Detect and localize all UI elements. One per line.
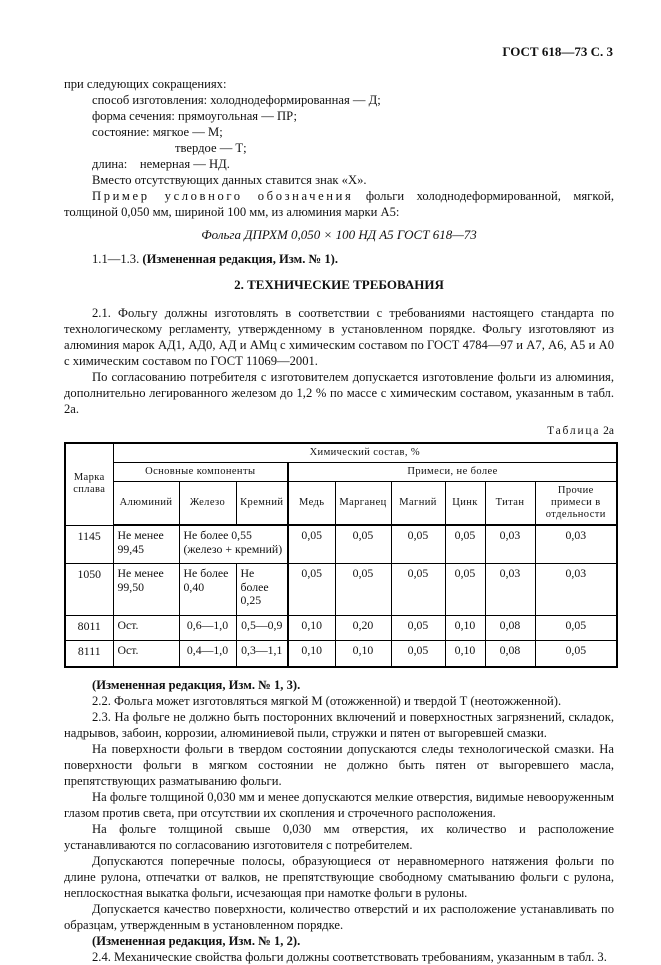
designation-example: Фольга ДПРХМ 0,050 × 100 НД А5 ГОСТ 618—73: [201, 227, 477, 242]
table-cell: 0,05: [535, 641, 617, 667]
table-2a-label: [64, 423, 614, 439]
column-header-mark: Марка сплава: [65, 443, 113, 525]
table-row: [65, 641, 617, 667]
column-header-manganese: Марганец: [335, 482, 391, 526]
paragraph-2-4: 2.4. Механические свойства фольги должны соответствовать требованиям, указанным в табл. 3.: [92, 949, 607, 964]
table-cell: Не более 0,25: [236, 564, 288, 616]
table-cell: 0,5—0,9: [236, 615, 288, 641]
table-label-word: Таблица: [547, 425, 601, 437]
abbreviations-lead: при следующих сокращениях:: [64, 77, 227, 91]
table-cell: 0,05: [391, 564, 445, 616]
table-cell: 0,05: [445, 525, 485, 564]
table-cell: 0,10: [288, 641, 335, 667]
column-header-iron: Железо: [179, 482, 236, 526]
amendment-note-12: (Измененная редакция, Изм. № 1, 2).: [92, 933, 301, 948]
example-text: фольги холоднодеформированной, мягкой, толщиной 0,050 мм, шириной 100 мм, из алюминия марки А5:: [64, 189, 614, 219]
amendment-note-13: (Измененная редакция, Изм. № 1, 3).: [92, 677, 301, 692]
x-note: Вместо отсутствующих данных ставится знак «Х».: [92, 173, 367, 187]
table-cell: 0,05: [391, 641, 445, 667]
table-cell: Не более 0,55 (железо + кремний): [179, 525, 288, 564]
abbreviation-item: форма сечения: прямоугольная — ПР;: [92, 109, 298, 123]
table-cell: 0,6—1,0: [179, 615, 236, 641]
column-header-silicon: Кремний: [236, 482, 288, 526]
table-cell: 8111: [65, 641, 113, 667]
amendment-ref: 1.1—1.3.: [92, 252, 143, 266]
table-cell: 0,05: [288, 525, 335, 564]
abbreviation-item: способ изготовления: холоднодеформированная — Д;: [92, 93, 381, 107]
column-header-zinc: Цинк: [445, 482, 485, 526]
paragraph-2-3: 2.3. На фольге не должно быть посторонних включений и поверхностных загрязнений, складок, надрывов, забоин, коррозии, алюминиевой пыли, стружки и пятен от выгоревшей смазки.: [64, 709, 614, 740]
table-cell: 0,10: [335, 641, 391, 667]
table-cell: Ост.: [113, 615, 179, 641]
column-header-titanium: Титан: [485, 482, 535, 526]
table-cell: 0,08: [485, 615, 535, 641]
table-label-num: 2а: [600, 425, 614, 437]
column-header-other-impurities: Прочие примеси в отдельности: [535, 482, 617, 526]
table-row: [65, 564, 617, 616]
table-cell: Не более 0,40: [179, 564, 236, 616]
table-cell: 0,4—1,0: [179, 641, 236, 667]
table-cell: 0,08: [485, 641, 535, 667]
page-header: ГОСТ 618—73 С. 3: [502, 44, 613, 59]
table-cell: 0,05: [335, 525, 391, 564]
amendment-bold: (Измененная редакция, Изм. № 1).: [142, 252, 339, 266]
paragraph-2-3d: На фольге толщиной свыше 0,030 мм отверстия, их количество и расположение устанавливаются по согласованию изготовителя с потребителем.: [64, 821, 614, 852]
paragraph-2-1b: По согласованию потребителя с изготовителем допускается изготовление фольги из алюминия, дополнительно легированного железом до 1,2 % по массе с химическим составом, указанным в табл. 2а.: [64, 370, 614, 416]
table-cell: 0,3—1,1: [236, 641, 288, 667]
table-2a-body: [65, 525, 617, 667]
table-cell: 0,05: [335, 564, 391, 616]
table-cell: Не менее 99,45: [113, 525, 179, 564]
example-paragraph: [64, 188, 614, 220]
column-header-magnesium: Магний: [391, 482, 445, 526]
group-header-impurities: Примеси, не более: [288, 463, 617, 482]
table-cell: 0,03: [485, 525, 535, 564]
paragraph-2-2: 2.2. Фольга может изготовляться мягкой М (отожженной) и твердой Т (неотожженной).: [92, 693, 562, 708]
paragraph-2-3f: Допускается качество поверхности, количество отверстий и их расположение устанавливать по образцам, утвержденным в установленном порядке.: [64, 901, 614, 932]
table-cell: 0,05: [391, 525, 445, 564]
table-2a-head: [65, 443, 617, 525]
example-label: Пример условного обозначения: [92, 189, 354, 203]
table-cell: 0,03: [535, 564, 617, 616]
table-cell: 0,20: [335, 615, 391, 641]
table-cell: 1145: [65, 525, 113, 564]
table-cell: 0,05: [288, 564, 335, 616]
abbreviation-list: [64, 92, 614, 172]
table-cell: 1050: [65, 564, 113, 616]
table-cell: 0,03: [535, 525, 617, 564]
table-cell: 8011: [65, 615, 113, 641]
table-cell: 0,10: [445, 641, 485, 667]
table-cell: Ост.: [113, 641, 179, 667]
paragraph-2-3b: На поверхности фольги в твердом состоянии допускаются следы технологической смазки. На поверхности фольги в мягком состоянии не должно быть пятен от выгоревшего масла, препятствующих разматыванию фольги.: [64, 741, 614, 788]
paragraph-2-1: 2.1. Фольгу должны изготовлять в соответствии с требованиями настоящего стандарта по технологическому регламенту, утвержденному в установленном порядке. Фольгу изготовляют из алюминия марок АД1, АД0, АД и АМц с химическим составом по ГОСТ 4784—97 и А7, А6, А5 и А0 с химическим составом по ГОСТ 11069—2001.: [64, 306, 614, 368]
abbreviation-item: состояние: мягкое — М;: [92, 125, 223, 139]
table-cell: Не менее 99,50: [113, 564, 179, 616]
table-cell: 0,10: [288, 615, 335, 641]
column-header-aluminium: Алюминий: [113, 482, 179, 526]
abbreviation-item: твердое — Т;: [175, 141, 247, 155]
table-2a: [64, 442, 618, 668]
table-row: [65, 615, 617, 641]
table-cell: 0,10: [445, 615, 485, 641]
column-header-copper: Медь: [288, 482, 335, 526]
paragraph-2-3c: На фольге толщиной 0,030 мм и менее допускаются мелкие отверстия, видимые невооруженным глазом против света, при отсутствии их скопления и строчечного расположения.: [64, 789, 614, 820]
table-cell: 0,03: [485, 564, 535, 616]
page-content: [0, 60, 661, 965]
table-cell: 0,05: [391, 615, 445, 641]
paragraph-2-3e: Допускаются поперечные полосы, образующиеся от неравномерного натяжения фольги по длине рулона, отпечатки от валков, не препятствующие свободному сматыванию фольги с рулона, неплоскостная выкатка фольги, исчезающая при намотке фольги в рулоны.: [64, 853, 614, 900]
table-cell: 0,05: [445, 564, 485, 616]
column-header-chem: Химический состав, %: [113, 443, 617, 463]
table-row: [65, 525, 617, 564]
section-2-heading: 2. ТЕХНИЧЕСКИЕ ТРЕБОВАНИЯ: [234, 277, 444, 292]
amendment-note-1: [64, 251, 614, 267]
group-header-main: Основные компоненты: [113, 463, 288, 482]
abbreviation-item: длина: немерная — НД.: [92, 157, 230, 171]
table-cell: 0,05: [535, 615, 617, 641]
